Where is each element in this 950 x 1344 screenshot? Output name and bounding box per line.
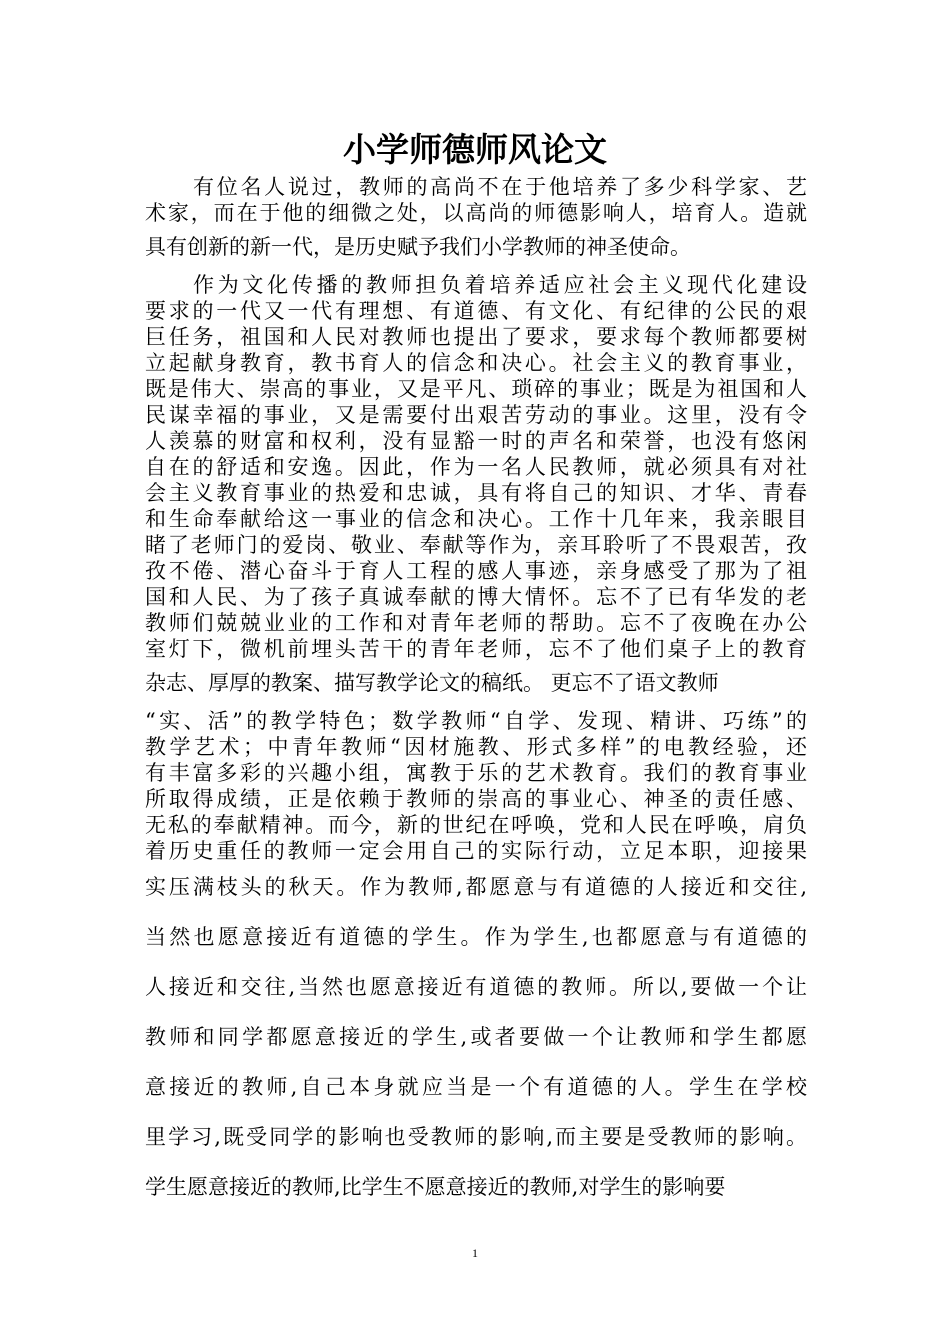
- text-line: 实压满枝头的秋天。作为教师,都愿意与有道德的人接近和交往,: [145, 875, 807, 899]
- text-line: 有位名人说过，教师的高尚不在于他培养了多少科学家、艺: [193, 175, 807, 199]
- text-line: 里学习,既受同学的影响也受教师的影响,而主要是受教师的影响。: [145, 1125, 807, 1149]
- text-line: 教师们兢兢业业的工作和对青年老师的帮助。忘不了夜晚在办公: [145, 611, 807, 635]
- text-line: 国和人民、为了孩子真诚奉献的博大情怀。忘不了已有华发的老: [145, 585, 807, 609]
- text-line: 孜不倦、潜心奋斗于育人工程的感人事迹，亲身感受了那为了祖: [145, 559, 807, 583]
- text-line: 意接近的教师,自己本身就应当是一个有道德的人。学生在学校: [145, 1075, 807, 1099]
- text-line: 学生愿意接近的教师,比学生不愿意接近的教师,对学生的影响要: [145, 1175, 726, 1199]
- text-line: 立起献身教育，教书育人的信念和决心。社会主义的教育事业，: [145, 351, 807, 375]
- text-line: 室灯下，微机前埋头苦干的青年老师，忘不了他们桌子上的教育: [145, 637, 807, 661]
- text-line: “实、活”的教学特色；数学教师“自学、发现、精讲、巧练”的: [145, 709, 807, 733]
- text-line: 会主义教育事业的热爱和忠诚，具有将自己的知识、才华、青春: [145, 481, 807, 505]
- text-line: 既是伟大、崇高的事业，又是平凡、琐碎的事业；既是为祖国和人: [145, 377, 807, 401]
- text-line: 要求的一代又一代有理想、有道德、有文化、有纪律的公民的艰: [145, 299, 807, 323]
- text-line: 巨任务，祖国和人民对教师也提出了要求，要求每个教师都要树: [145, 325, 807, 349]
- text-line: 无私的奉献精神。而今，新的世纪在呼唤，党和人民在呼唤，肩负: [145, 813, 807, 837]
- text-line: 自在的舒适和安逸。因此，作为一名人民教师，就必须具有对社: [145, 455, 807, 479]
- text-line: 杂志、厚厚的教案、描写教学论文的稿纸。 更忘不了语文教师: [145, 671, 719, 695]
- text-line: 人羡慕的财富和权利，没有显豁一时的声名和荣誉，也没有悠闲: [145, 429, 807, 453]
- text-line: 有丰富多彩的兴趣小组，寓教于乐的艺术教育。我们的教育事业: [145, 761, 807, 785]
- text-line: 所取得成绩，正是依赖于教师的崇高的事业心、神圣的责任感、: [145, 787, 807, 811]
- text-line: 人接近和交往,当然也愿意接近有道德的教师。所以,要做一个让: [145, 975, 807, 999]
- text-line: 和生命奉献给这一事业的信念和决心。工作十几年来，我亲眼目: [145, 507, 807, 531]
- text-line: 教学艺术；中青年教师“因材施教、形式多样”的电教经验，还: [145, 735, 807, 759]
- text-line: 教师和同学都愿意接近的学生,或者要做一个让教师和学生都愿: [145, 1025, 807, 1049]
- text-line: 民谋幸福的事业，又是需要付出艰苦劳动的事业。这里，没有令: [145, 403, 807, 427]
- text-line: 术家，而在于他的细微之处，以高尚的师德影响人，培育人。造就: [145, 201, 807, 225]
- text-line: 作为文化传播的教师担负着培养适应社会主义现代化建设: [193, 273, 807, 297]
- page-number: 1: [472, 1246, 478, 1260]
- text-line: 睹了老师门的爱岗、敬业、奉献等作为，亲耳聆听了不畏艰苦，孜: [145, 533, 807, 557]
- text-line: 具有创新的新一代，是历史赋予我们小学教师的神圣使命。: [145, 235, 691, 259]
- text-line: 当然也愿意接近有道德的学生。作为学生,也都愿意与有道德的: [145, 925, 807, 949]
- text-line: 着历史重任的教师一定会用自己的实际行动，立足本职，迎接果: [145, 839, 807, 863]
- document-title: 小学师德师风论文: [343, 130, 607, 169]
